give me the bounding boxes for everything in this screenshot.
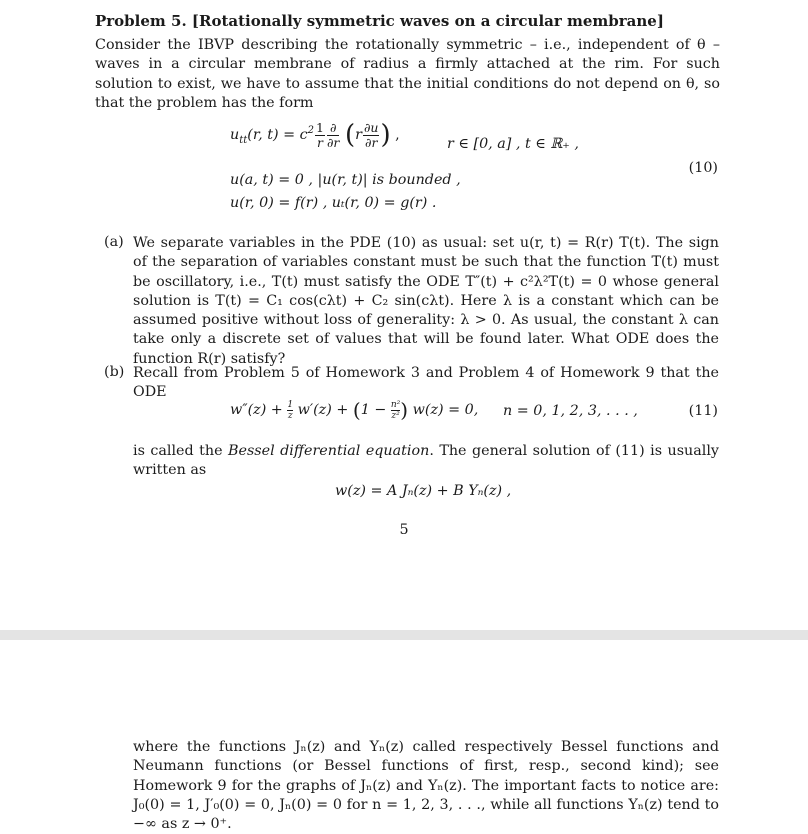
pde-equation: $u_{tt}(r$, $t) = c^2$ $\frac{1}{r}$ $\frac{\partial}{\partial r}$ (r $\frac{\partial u}{\partial r}$ ) , xyxy=(230,119,400,150)
problem-title: Problem 5. [Rotationally symmetric waves on a circular membrane] xyxy=(95,12,664,30)
bessel-term: Bessel differential equation xyxy=(228,443,430,459)
bessel-order-range: n = 0, 1, 2, 3, . . . , xyxy=(503,403,638,419)
page-separator xyxy=(0,630,808,640)
initial-condition: u(r, 0) = f(r) , uₜ(r, 0) = g(r) . xyxy=(230,195,437,211)
equation-number-11: (11) xyxy=(688,403,718,419)
problem-intro: Consider the IBVP describing the rotationally symmetric – i.e., independent of θ – waves in a circular membrane of radius a firmly attached at the rim. For such solution to exist, we have to assume that the initial conditions do not depend on θ, so that the problem has the form xyxy=(95,37,720,111)
pde-domain: r ∈ [0, a] , t ∈ ℝ₊ , xyxy=(447,136,579,152)
part-b-text: Recall from Problem 5 of Homework 3 and Problem 4 of Homework 9 that the ODE xyxy=(133,365,719,401)
page-number: 5 xyxy=(399,522,409,538)
page-2 xyxy=(0,640,808,833)
part-a-label: (a) xyxy=(104,234,124,250)
part-b-after: is called the Bessel differential equation. The general solution of (11) is usually written as xyxy=(133,443,719,479)
bessel-equation: w″(z) + $\frac{1}{z}$ w′(z) + (1 − $\frac{\text{n²}}{\text{z²}}$ ) w(z) = 0, xyxy=(230,398,479,422)
part-b-label: (b) xyxy=(104,364,125,380)
page-2-text: where the functions Jₙ(z) and Yₙ(z) called respectively Bessel functions and Neumann functions (or Bessel functions of first, resp., second kind); see Homework 9 for the graphs of Jₙ(z) and Yₙ(z). The important facts to notice are: J₀(0) = 1, J′₀(0) = 0, Jₙ(0) = 0 for n = 1, 2, 3, . . ., while all functions Yₙ(z) tend to −∞ as z → 0⁺. xyxy=(133,739,719,833)
equation-number-10: (10) xyxy=(688,160,718,176)
part-a-text: We separate variables in the PDE (10) as usual: set u(r, t) = R(r) T(t). The sign of the separation of variables constant must be such that the function T(t) must be oscillatory, i.e., T(t) must satisfy the ODE T″(t) + c²λ²T(t) = 0 whose general solution is T(t) = C₁ cos(cλt) + C₂ sin(cλt). Here λ is a constant which can be assumed positive without loss of generality: λ > 0. As usual, the constant λ can take only a discrete set of values that will be found later. What ODE does the function R(r) satisfy? xyxy=(133,235,719,367)
boundary-condition: u(a, t) = 0 , |u(r, t)| is bounded , xyxy=(230,172,461,188)
general-solution: w(z) = A Jₙ(z) + B Yₙ(z) , xyxy=(335,483,512,499)
